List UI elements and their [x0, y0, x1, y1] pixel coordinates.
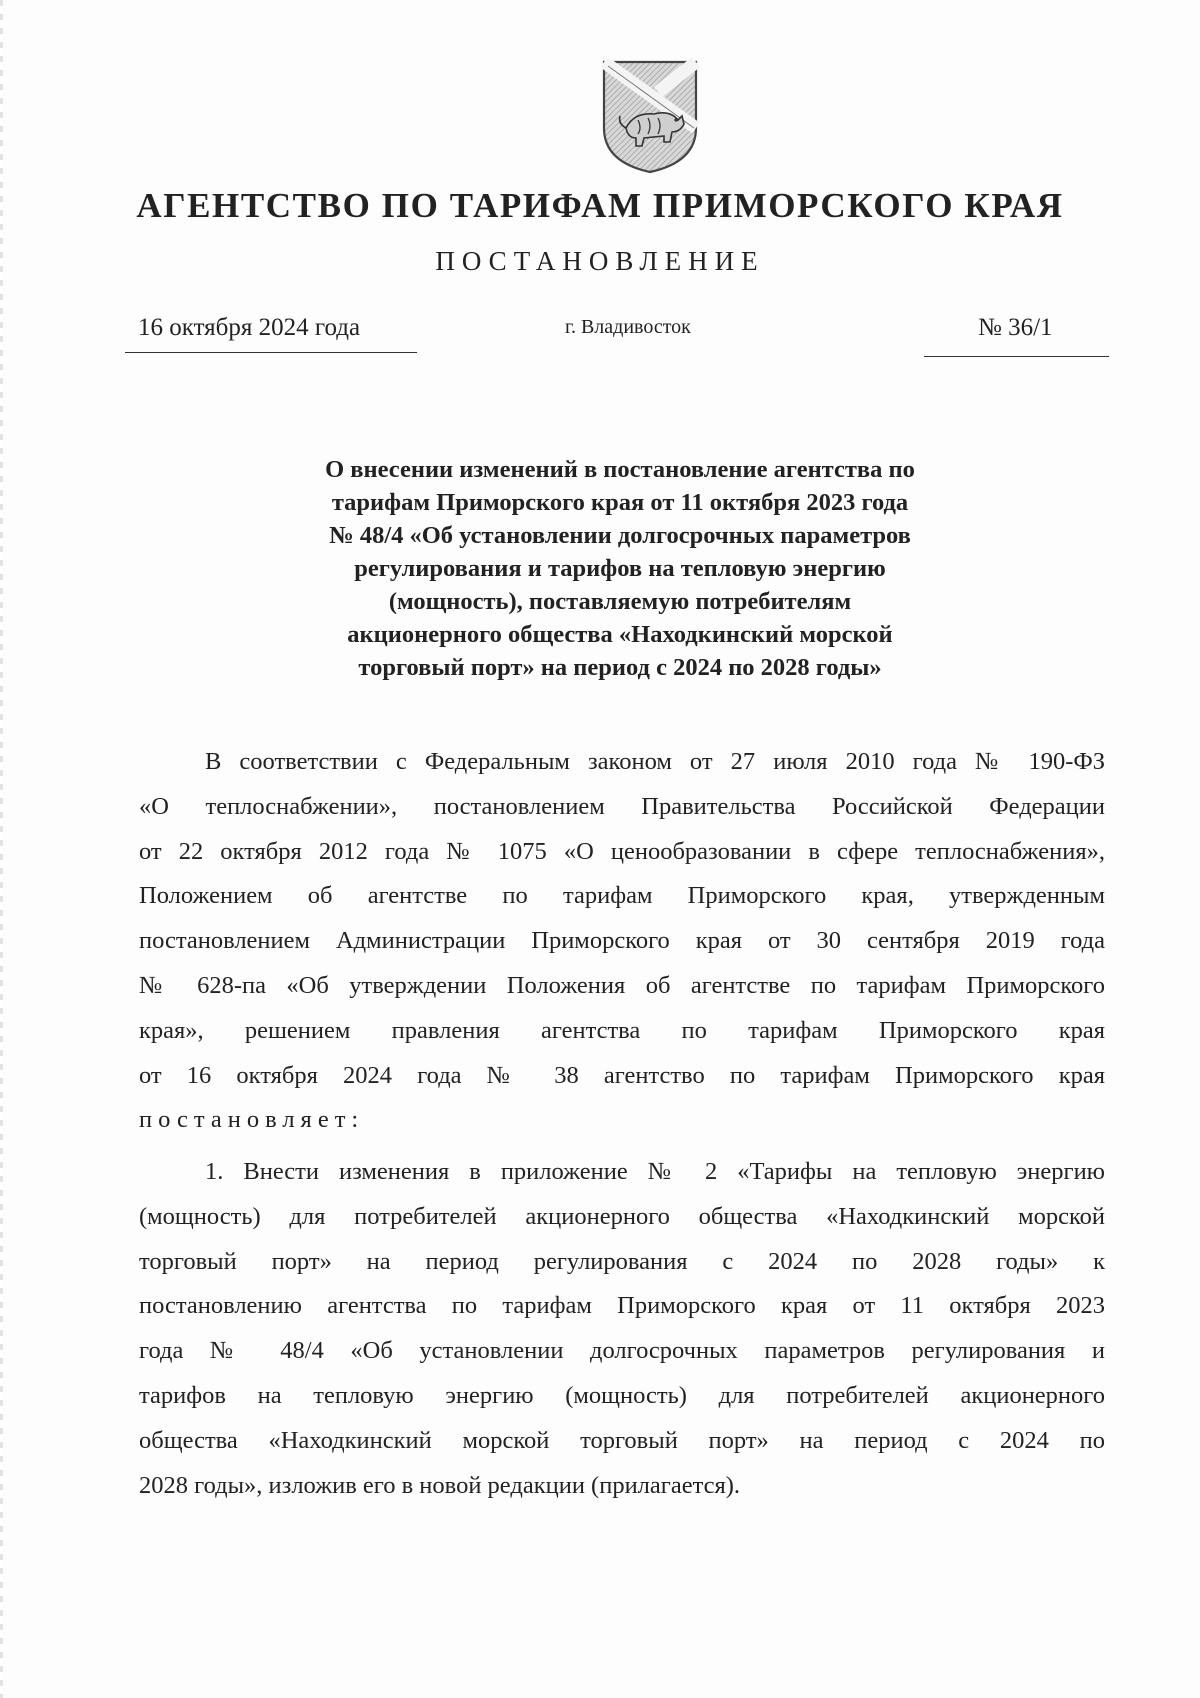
preamble-line: края», решением правления агентства по тарифам Приморского края: [139, 1016, 1105, 1044]
preamble-paragraph: [139, 740, 1105, 1143]
preamble-line: постановлением Администрации Приморского края от 30 сентября 2019 года: [139, 927, 1105, 955]
document-subject: [240, 453, 1000, 684]
subject-line: тарифам Приморского края от 11 октября 2023 года: [331, 489, 909, 516]
document-number: № 36/1: [978, 314, 1053, 341]
coat-of-arms-icon: [598, 58, 702, 176]
item-line: тарифов на тепловую энергию (мощность) для потребителей акционерного: [139, 1381, 1105, 1409]
preamble-line: «О теплоснабжении», постановлением Правительства Российской Федерации: [139, 792, 1105, 820]
preamble-line: от 16 октября 2024 года № 38 агентство по тарифам Приморского края: [139, 1061, 1105, 1089]
date-underline: [125, 352, 417, 353]
preamble-line: В соответствии с Федеральным законом от 27 июля 2010 года № 190-ФЗ: [205, 748, 1105, 775]
preamble-line: Положением об агентстве по тарифам Приморского края, утвержденным: [139, 882, 1105, 910]
item-1-paragraph: [139, 1150, 1105, 1508]
resolves-word: постановляет:: [139, 1106, 365, 1134]
item-line: торговый порт» на период регулирования с 2024 по 2028 годы» к: [139, 1247, 1105, 1275]
subject-line: (мощность), поставляемую потребителям: [388, 588, 852, 615]
organization-title: АГЕНТСТВО ПО ТАРИФАМ ПРИМОРСКОГО КРАЯ: [136, 186, 1064, 225]
document-date: 16 октября 2024 года: [138, 314, 361, 341]
item-line: 2028 годы», изложив его в новой редакции (прилагается).: [139, 1471, 741, 1499]
document-city: г. Владивосток: [565, 316, 691, 338]
subject-line: О внесении изменений в постановление агентства по: [325, 456, 915, 483]
item-line: (мощность) для потребителей акционерного общества «Находкинский морской: [139, 1202, 1105, 1230]
document-type: ПОСТАНОВЛЕНИЕ: [435, 246, 765, 276]
subject-line: регулирования и тарифов на тепловую энергию: [354, 555, 886, 582]
item-line: постановлению агентства по тарифам Приморского края от 11 октября 2023: [139, 1292, 1105, 1320]
item-line: года № 48/4 «Об установлении долгосрочных параметров регулирования и: [139, 1337, 1105, 1365]
subject-line: акционерного общества «Находкинский морской: [347, 621, 893, 648]
subject-line: торговый порт» на период с 2024 по 2028 годы»: [358, 654, 882, 681]
preamble-line: от 22 октября 2012 года № 1075 «О ценообразовании в сфере теплоснабжения»,: [139, 837, 1105, 865]
preamble-line: № 628-па «Об утверждении Положения об агентстве по тарифам Приморского: [139, 971, 1105, 999]
number-underline: [924, 356, 1109, 357]
item-line: 1. Внести изменения в приложение № 2 «Тарифы на тепловую энергию: [205, 1158, 1105, 1185]
item-line: общества «Находкинский морской торговый порт» на период с 2024 по: [139, 1426, 1105, 1454]
subject-line: № 48/4 «Об установлении долгосрочных параметров: [329, 522, 911, 549]
